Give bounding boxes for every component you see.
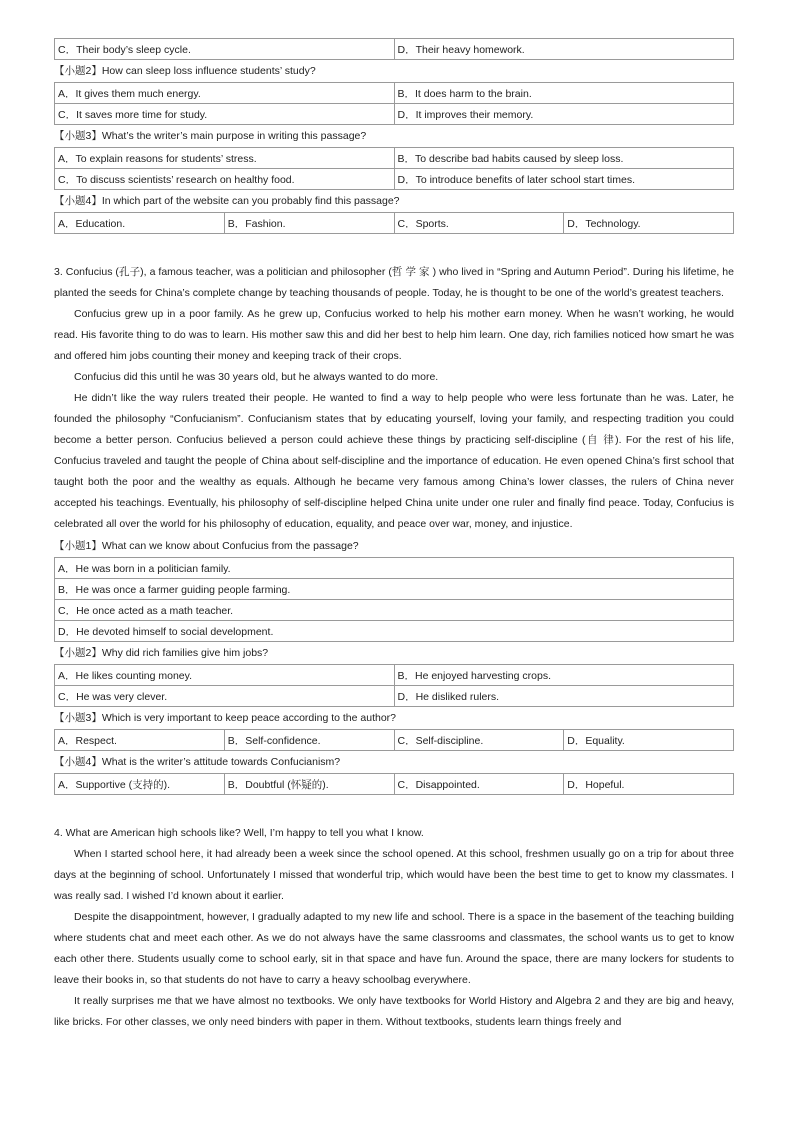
- option-a[interactable]: A．To explain reasons for students’ stress.: [55, 148, 395, 169]
- passage-paragraph: It really surprises me that we have almost no textbooks. We only have textbooks for World History and Algebra 2 and they are big and heavy, like bricks. For other classes, we only need binders with paper in them. Without textbooks, students learn things freely and: [54, 995, 734, 1028]
- option-b[interactable]: B．He was once a farmer guiding people farming.: [55, 579, 734, 600]
- option-c[interactable]: C．Self-discipline.: [394, 730, 564, 751]
- options-table-p3-q2: [54, 664, 734, 707]
- option-b[interactable]: B．Fashion.: [224, 213, 394, 234]
- option-c[interactable]: C．Their body’s sleep cycle.: [55, 39, 395, 60]
- passage-paragraph: He didn’t like the way rulers treated their people. He wanted to find a way to help people who were less fortunate than he was. Later, he founded the philosophy “Confucianism”. Confucianism states that by educating yourself, loving your family, and respecting tradition you could become a better person. Confucius believed a person could achieve these things by practicing self-discipline (自 律). For the rest of his life, Confucius traveled and taught the people of China about self-discipline and the importance of education. He even opened China’s first school that taught both the poor and the wealthy as equals. Although he became very famous among China’s lower classes, the rulers of China never accepted his teachings. Eventually, his philosophy of self-discipline helped China unite under one ruler and finally find peace. Today, Confucius is celebrated all over the world for his philosophy of education, equality, and peace over war, money, and injustice.: [54, 392, 734, 530]
- passage-paragraph: Confucius did this until he was 30 years old, but he always wanted to do more.: [74, 371, 439, 383]
- option-b[interactable]: B．He enjoyed harvesting crops.: [394, 665, 734, 686]
- question-stem: 【小题2】Why did rich families give him jobs?: [54, 647, 269, 659]
- option-a[interactable]: A．He likes counting money.: [55, 665, 395, 686]
- option-d[interactable]: D．It improves their memory.: [394, 104, 734, 125]
- options-table-s1-q3: [54, 147, 734, 190]
- option-b[interactable]: B．To describe bad habits caused by sleep loss.: [394, 148, 734, 169]
- options-table-p3-q3: [54, 729, 734, 751]
- option-d[interactable]: D．Their heavy homework.: [394, 39, 734, 60]
- option-d[interactable]: D．Hopeful.: [564, 774, 734, 795]
- option-d[interactable]: D．He devoted himself to social development.: [55, 621, 734, 642]
- options-table-s1-q2: [54, 82, 734, 125]
- option-d[interactable]: D．Equality.: [564, 730, 734, 751]
- question-stem: 【小题4】What is the writer’s attitude towards Confucianism?: [54, 756, 341, 768]
- option-d[interactable]: D．To introduce benefits of later school start times.: [394, 169, 734, 190]
- options-table-s1-q4: [54, 212, 734, 234]
- option-b[interactable]: B．Doubtful (怀疑的).: [224, 774, 394, 795]
- option-c[interactable]: C．Disappointed.: [394, 774, 564, 795]
- passage-paragraph: Confucius grew up in a poor family. As he grew up, Confucius worked to help his mother earn money. When he wasn’t working, he would read. His favorite thing to do was to learn. His mother saw this and did her best to help him learn. One day, rich families noticed how smart he was and offered him jobs counting their money and keeping track of their crops.: [54, 308, 734, 362]
- option-c[interactable]: C．To discuss scientists’ research on healthy food.: [55, 169, 395, 190]
- option-d[interactable]: D．Technology.: [564, 213, 734, 234]
- option-a[interactable]: A．Education.: [55, 213, 225, 234]
- option-a[interactable]: A．Supportive (支持的).: [55, 774, 225, 795]
- option-a[interactable]: A．It gives them much energy.: [55, 83, 395, 104]
- question-stem: 【小题1】What can we know about Confucius from the passage?: [54, 540, 359, 552]
- option-b[interactable]: B．It does harm to the brain.: [394, 83, 734, 104]
- option-c[interactable]: C．He once acted as a math teacher.: [55, 600, 734, 621]
- option-c[interactable]: C．It saves more time for study.: [55, 104, 395, 125]
- option-a[interactable]: A．Respect.: [55, 730, 225, 751]
- passage-paragraph: When I started school here, it had already been a week since the school opened. At this school, freshmen usually go on a trip for about three days at the beginning of school. Unfortunately I missed that wonderful trip, which would have been the best time to get to know my classmates. I was really sad. I wished I’d known about it earlier.: [54, 848, 734, 902]
- options-table-s1-q1: [54, 38, 734, 60]
- exam-page: [54, 38, 734, 1033]
- question-stem: 【小题2】How can sleep loss influence students’ study?: [54, 65, 316, 77]
- option-a[interactable]: A．He was born in a politician family.: [55, 558, 734, 579]
- question-stem: 【小题3】Which is very important to keep peace according to the author?: [54, 712, 396, 724]
- options-table-p3-q1: [54, 557, 734, 642]
- question-stem: 【小题3】What’s the writer’s main purpose in writing this passage?: [54, 130, 367, 142]
- option-c[interactable]: C．He was very clever.: [55, 686, 395, 707]
- passage-paragraph: 4. What are American high schools like? Well, I’m happy to tell you what I know.: [54, 827, 424, 839]
- passage-paragraph: 3. Confucius (孔子), a famous teacher, was a politician and philosopher (哲 学 家 ) who lived in “Spring and Autumn Period”. During his lifetime, he planted the seeds for China’s complete change by teaching thousands of people. Today, he is thought to be one of the world’s greatest teachers.: [54, 266, 734, 299]
- option-b[interactable]: B．Self-confidence.: [224, 730, 394, 751]
- options-table-p3-q4: [54, 773, 734, 795]
- passage-paragraph: Despite the disappointment, however, I gradually adapted to my new life and school. There is a space in the basement of the teaching building where students chat and meet each other. As we do not always have the same classrooms and classmates, the school wants us to get to know each other there. Students usually come to school early, sit in that space and have fun. Around the space, there are many lockers for students to leave their books in, so that students do not have to carry a heavy schoolbag everywhere.: [54, 911, 734, 986]
- option-d[interactable]: D．He disliked rulers.: [394, 686, 734, 707]
- question-stem: 【小题4】In which part of the website can you probably find this passage?: [54, 195, 400, 207]
- option-c[interactable]: C．Sports.: [394, 213, 564, 234]
